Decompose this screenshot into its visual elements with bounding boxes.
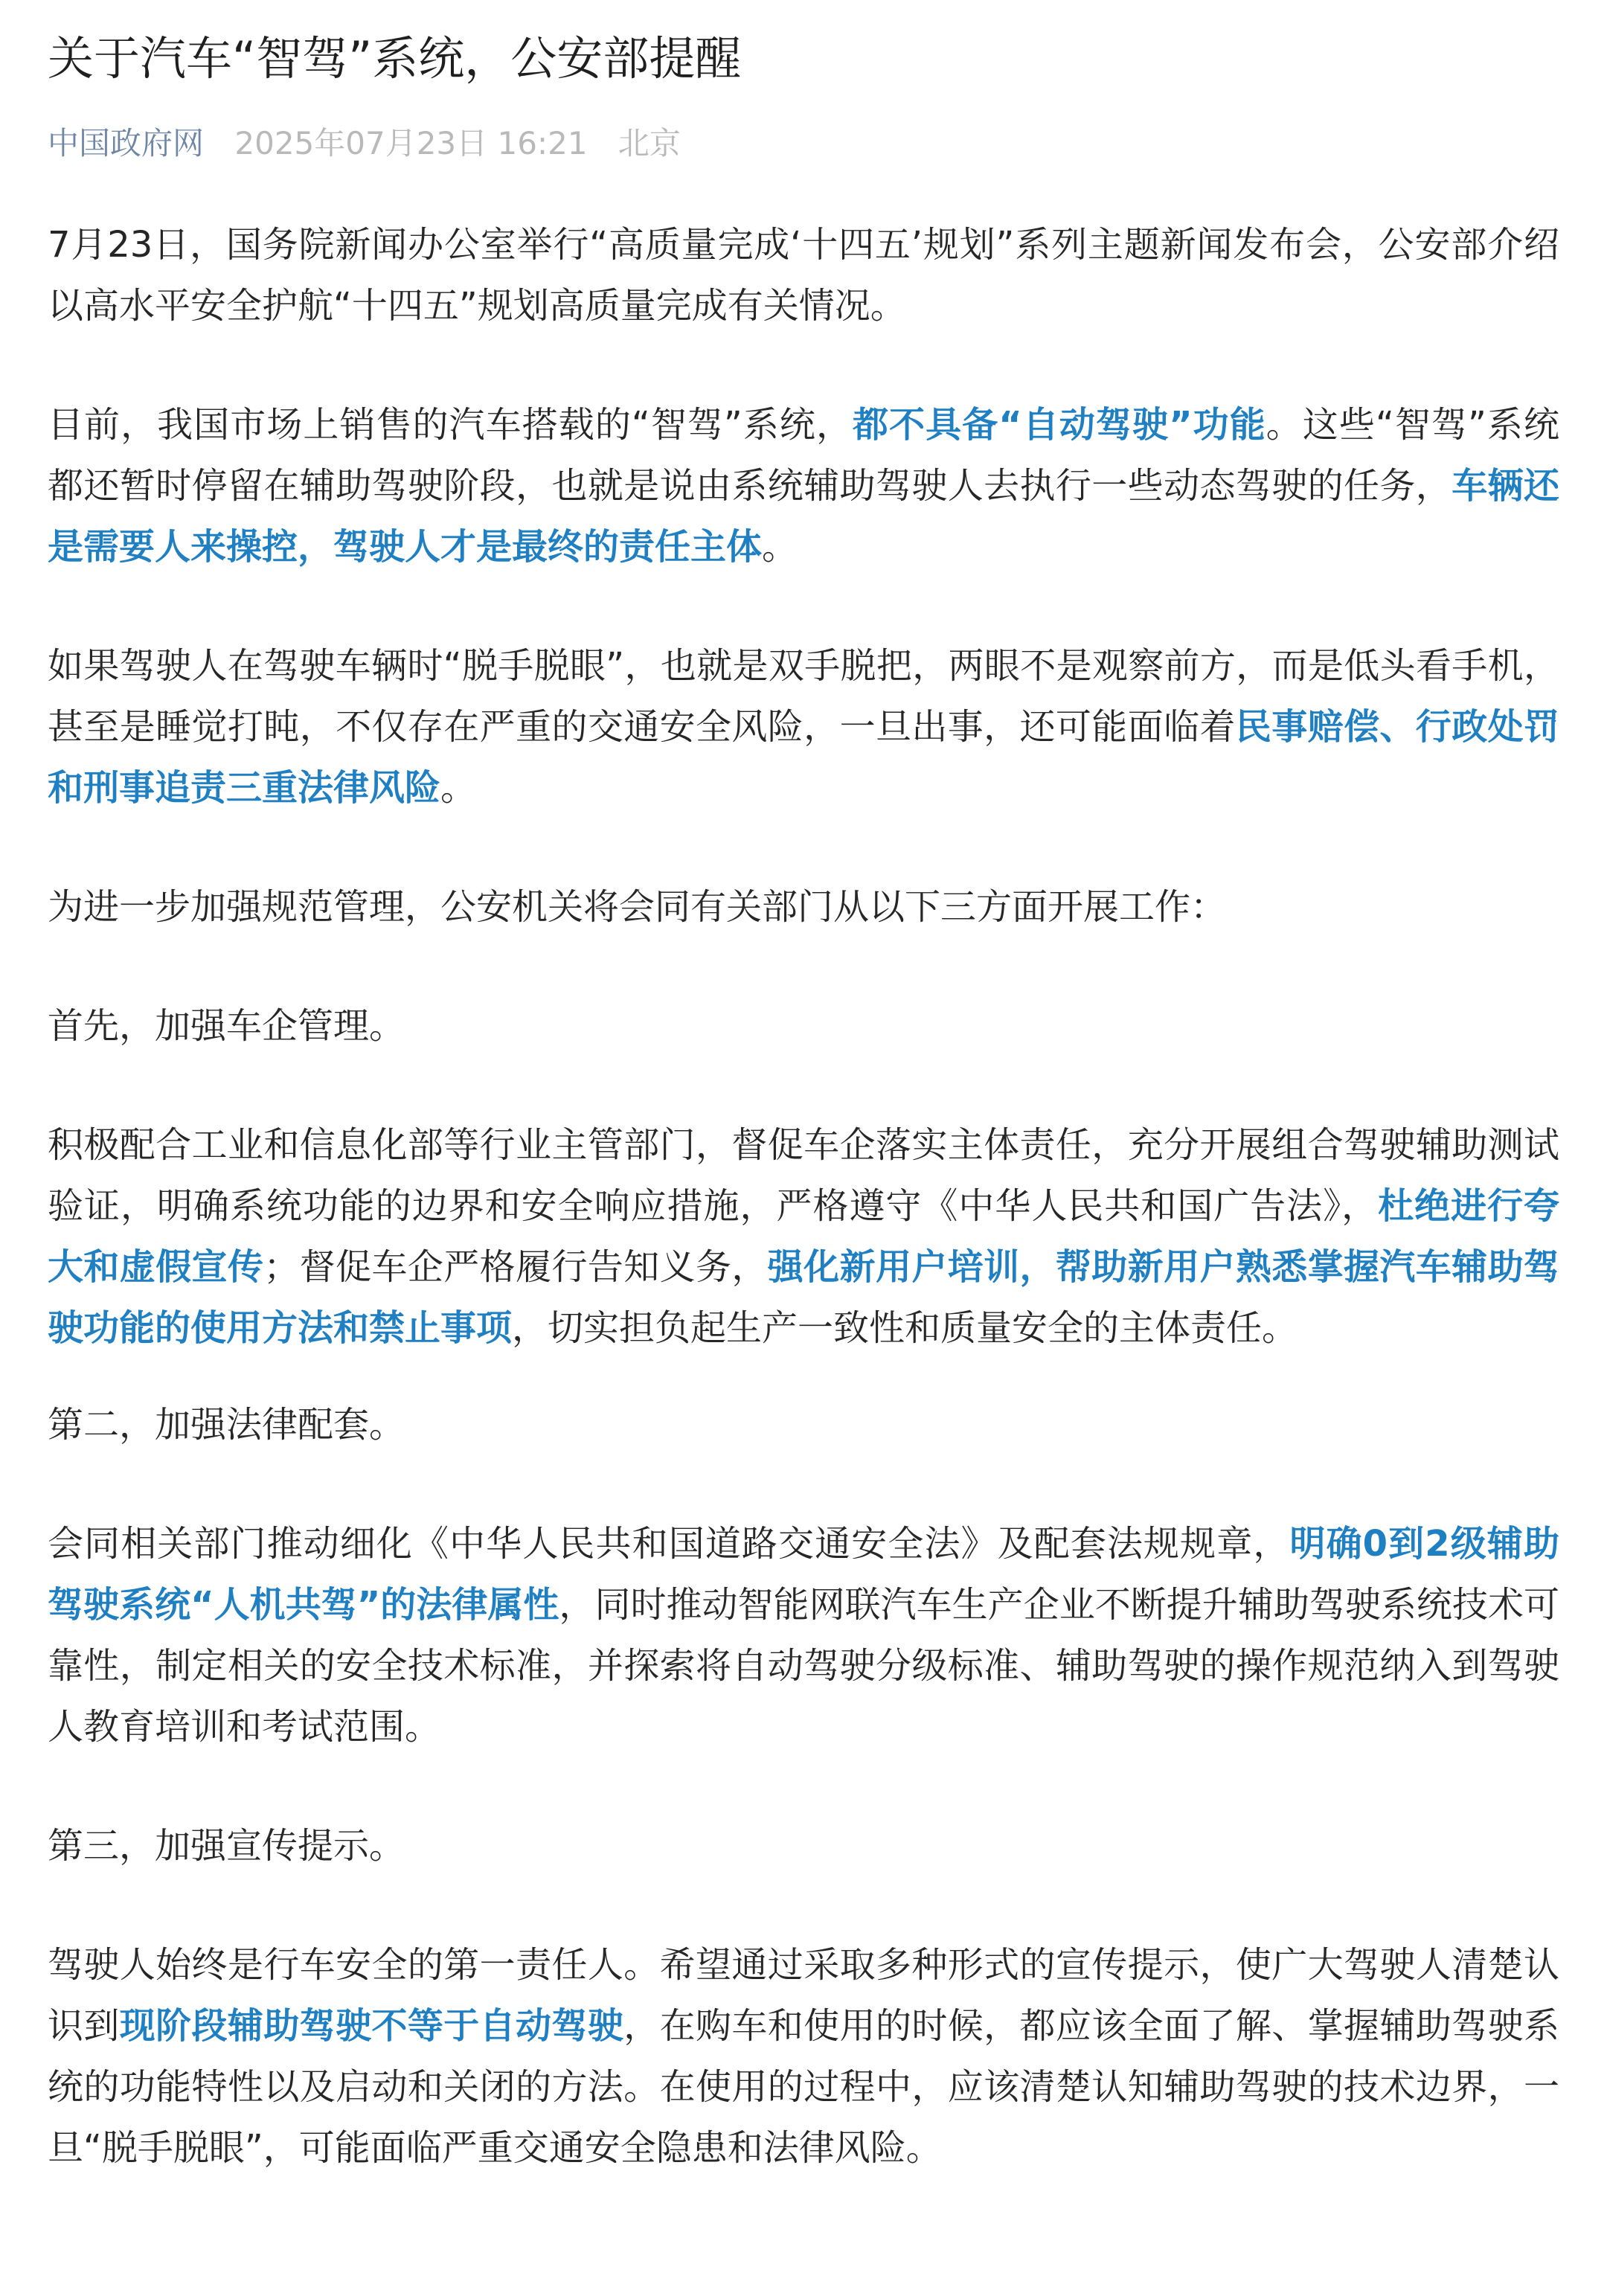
- paragraph-carmaker-management: [48, 1115, 1559, 1359]
- paragraph-text: 驾驶人始终是行车安全的第一责任人。希望通过采取多种形式的宣传提示，使广大驾驶人清楚认识到: [48, 1944, 1559, 2047]
- paragraph-text: 。: [762, 526, 798, 568]
- paragraph-legal-framework: [48, 1513, 1559, 1757]
- highlighted-text: 杜绝进行夸大和虚假宣传: [48, 1185, 1559, 1288]
- highlighted-text: 都不具备“自动驾驶”功能: [853, 404, 1266, 446]
- highlighted-text: 强化新用户培训，帮助新用户熟悉掌握汽车辅助驾驶功能的使用方法和禁止事项: [48, 1246, 1559, 1349]
- paragraph-publicity: [48, 1934, 1559, 2178]
- paragraph-text: 为进一步加强规范管理，公安机关将会同有关部门从以下三方面开展工作：: [48, 886, 1227, 928]
- paragraph-text: ，在购车和使用的时候，都应该全面了解、掌握辅助驾驶系统的功能特性以及启动和关闭的方法。在使用的过程中，应该清楚认知辅助驾驶的技术边界，一旦“脱手脱眼”，可能面临严重交通安全隐患和法律风险。: [48, 2005, 1559, 2169]
- paragraph-text: 会同相关部门推动细化《中华人民共和国道路交通安全法》及配套法规规章，: [48, 1523, 1290, 1565]
- article-body: [48, 214, 1559, 2178]
- paragraph-text: 。: [440, 767, 477, 809]
- paragraph-not-autonomous: [48, 394, 1559, 577]
- paragraph-heading-third: [48, 1815, 1559, 1876]
- highlighted-text: 现阶段辅助驾驶不等于自动驾驶: [119, 2005, 624, 2047]
- publish-time: 2025年07月23日 16:21: [234, 125, 588, 161]
- paragraph-text: 首先，加强车企管理。: [48, 1005, 405, 1047]
- paragraph-text: 第二，加强法律配套。: [48, 1404, 405, 1446]
- paragraph-text: 第三，加强宣传提示。: [48, 1825, 405, 1867]
- paragraph-hands-off-risk: [48, 635, 1559, 818]
- highlighted-text: 明确0到2级辅助驾驶系统“人机共驾”的法律属性: [48, 1523, 1559, 1626]
- paragraph-text: ，同时推动智能网联汽车生产企业不断提升辅助驾驶系统技术可靠性，制定相关的安全技术标准，并探索将自动驾驶分级标准、辅助驾驶的操作规范纳入到驾驶人教育培训和考试范围。: [48, 1584, 1559, 1748]
- paragraph-heading-second: [48, 1394, 1559, 1455]
- paragraph-heading-first: [48, 995, 1559, 1056]
- paragraph-text: 目前，我国市场上销售的汽车搭载的“智驾”系统，: [48, 404, 853, 446]
- paragraph-text: 。这些“智驾”系统都还暂时停留在辅助驾驶阶段，也就是说由系统辅助驾驶人去执行一些动态驾驶的任务，: [48, 404, 1559, 507]
- highlighted-text: 民事赔偿、行政处罚和刑事追责三重法律风险: [48, 706, 1559, 809]
- paragraph-three-measures: [48, 876, 1559, 937]
- paragraph-text: 如果驾驶人在驾驶车辆时“脱手脱眼”，也就是双手脱把，两眼不是观察前方，而是低头看手机，甚至是睡觉打盹，不仅存在严重的交通安全风险，一旦出事，还可能面临着: [48, 645, 1559, 748]
- paragraph-text: 积极配合工业和信息化部等行业主管部门，督促车企落实主体责任，充分开展组合驾驶辅助测试验证，明确系统功能的边界和安全响应措施，严格遵守《中华人民共和国广告法》，: [48, 1124, 1559, 1227]
- paragraph-text: ；督促车企严格履行告知义务，: [263, 1246, 768, 1288]
- article-meta: [48, 124, 1559, 164]
- paragraph-text: 7月23日，国务院新闻办公室举行“高质量完成‘十四五’规划”系列主题新闻发布会，公安部介绍以高水平安全护航“十四五”规划高质量完成有关情况。: [48, 224, 1559, 327]
- source-link[interactable]: 中国政府网: [48, 125, 205, 161]
- paragraph-intro: [48, 214, 1559, 336]
- publish-location: 北京: [618, 125, 681, 161]
- highlighted-text: 车辆还是需要人来操控，驾驶人才是最终的责任主体: [48, 465, 1559, 568]
- paragraph-text: ，切实担负起生产一致性和质量安全的主体责任。: [512, 1307, 1298, 1349]
- article-title: 关于汽车“智驾”系统，公安部提醒: [48, 31, 742, 86]
